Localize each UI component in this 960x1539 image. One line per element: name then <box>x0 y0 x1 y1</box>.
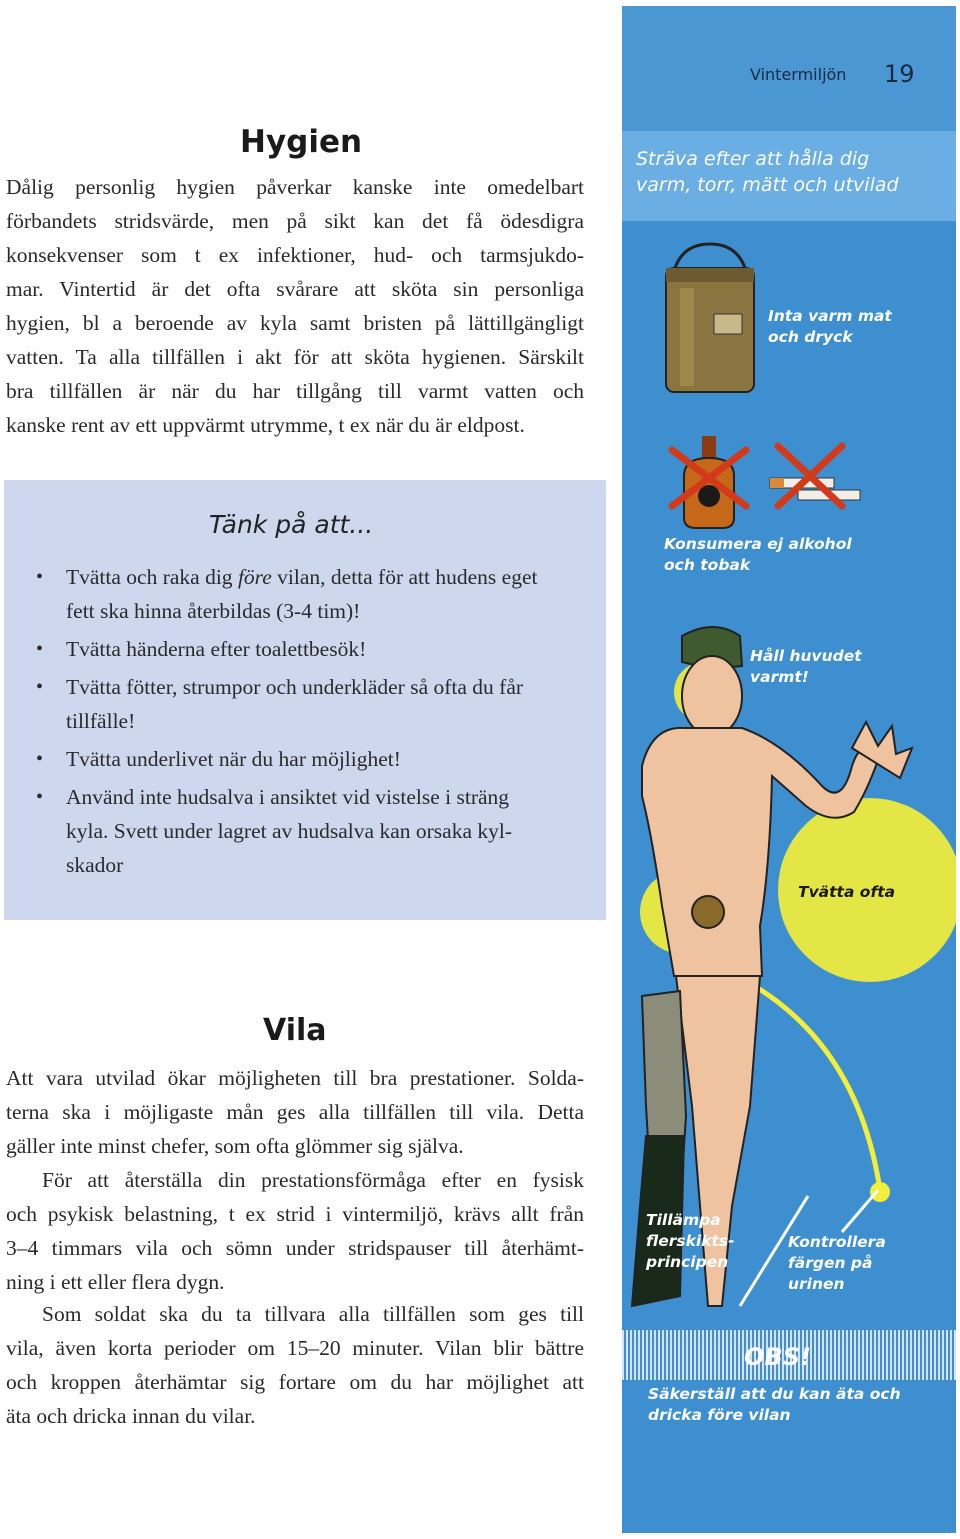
running-title: Vintermiljön <box>750 65 847 84</box>
text-line: Att vara utvilad ökar möjligheten till bra prestationer. Solda- <box>6 1066 584 1090</box>
bullet-text: • Använd inte hudsalva i ansiktet vid vistelse i sträng <box>66 785 510 809</box>
label-hot-food: Inta varm mat och dryck <box>768 307 892 346</box>
rest-paragraph-3 <box>6 1297 584 1433</box>
sidebar-panel <box>622 6 956 1533</box>
label-layers: Tillämpa flerskikts- principen <box>646 1211 735 1271</box>
text-line: vatten. Ta alla tillfällen i akt för att sköta hygienen. Särskilt <box>6 345 584 369</box>
bullet-emphasis: före <box>237 565 272 589</box>
list-item <box>36 780 588 882</box>
text-line: äta och dricka innan du vilar. <box>6 1404 256 1428</box>
list-item <box>36 670 588 738</box>
think-list <box>36 560 588 886</box>
label-head-warm: Håll huvudet varmt! <box>750 647 862 686</box>
no-tobacco-icon <box>770 446 860 506</box>
text-line: kanske rent av ett uppvärmt utrymme, t ex när du är eldpost. <box>6 413 525 437</box>
text-line: hygien, bl a beroende av kyla samt bristen på lättillgängligt <box>6 311 584 335</box>
bullet-text: • Tvätta underlivet när du har möjlighet! <box>66 747 401 771</box>
bullet-text: • Tvätta händerna efter toalettbesök! <box>66 637 367 661</box>
page-number: 19 <box>884 60 915 88</box>
text-line: och kroppen återhämtar sig fortare om du har möjlighet att <box>6 1370 584 1394</box>
text-line: 3–4 timmars vila och sömn under stridspauser till återhämt- <box>6 1236 584 1260</box>
text-line: Som soldat ska du ta tillvara alla tillfällen som ges till <box>42 1302 584 1326</box>
hygiene-heading: Hygien <box>240 124 363 160</box>
hygiene-paragraph <box>6 170 584 442</box>
rest-paragraph-1 <box>6 1061 584 1163</box>
text-line: bra tillfällen är när du har tillgång till varmt vatten och <box>6 379 584 403</box>
bullet-text: vilan, detta för att hudens eget <box>271 565 538 589</box>
no-alcohol-icon <box>672 436 746 528</box>
label-urine: Kontrollera färgen på urinen <box>788 1233 886 1293</box>
label-wash-often: Tvätta ofta <box>798 883 896 901</box>
think-title: Tänk på att... <box>209 510 374 539</box>
obs-label: OBS! <box>744 1343 811 1371</box>
list-item <box>36 742 588 776</box>
bullet-text: • Tvätta fötter, strumpor och underkläder så ofta du får <box>66 675 524 699</box>
text-line: vila, även korta perioder om 15–20 minuter. Vilan blir bättre <box>6 1336 584 1360</box>
list-item <box>36 560 588 628</box>
bullet-text: tillfälle! <box>66 709 136 733</box>
soldier-illustration <box>622 6 956 1533</box>
text-line: förbandets stridsvärde, men på sikt kan det få ödesdigra <box>6 209 584 233</box>
bullet-text: fett ska hinna återbildas (3-4 tim)! <box>66 599 361 623</box>
bullet-text: kyla. Svett under lagret av hudsalva kan orsaka kyl- <box>66 819 512 843</box>
list-item <box>36 632 588 666</box>
text-line: mar. Vintertid är det ofta svårare att sköta sin personliga <box>6 277 584 301</box>
text-line: gäller inte minst chefer, som ofta glömmer sig själva. <box>6 1134 464 1158</box>
text-line: För att återställa din prestationsförmåga efter en fysisk <box>42 1168 584 1192</box>
text-line: terna ska i möjligaste mån ges alla tillfällen till vila. Detta <box>6 1100 584 1124</box>
rest-heading: Vila <box>263 1013 327 1048</box>
bullet-text: Tvätta och raka dig <box>66 565 238 589</box>
text-line: Dålig personlig hygien påverkar kanske inte omedelbart <box>6 175 584 199</box>
label-eat-before-rest: Säkerställ att du kan äta och dricka före vilan <box>648 1385 901 1424</box>
text-line: konsekvenser som t ex infektioner, hud- och tarmsjukdo- <box>6 243 584 267</box>
bullet-text: skador <box>66 853 124 877</box>
text-line: ning i ett eller flera dygn. <box>6 1270 225 1294</box>
rest-paragraph-2 <box>6 1163 584 1299</box>
label-no-alcohol: Konsumera ej alkohol och tobak <box>664 535 852 574</box>
mess-tin-icon <box>666 244 754 392</box>
text-line: och psykisk belastning, t ex strid i vintermiljö, krävs allt från <box>6 1202 584 1226</box>
sidebar-title: Sträva efter att hålla dig varm, torr, mätt och utvilad <box>636 148 899 196</box>
